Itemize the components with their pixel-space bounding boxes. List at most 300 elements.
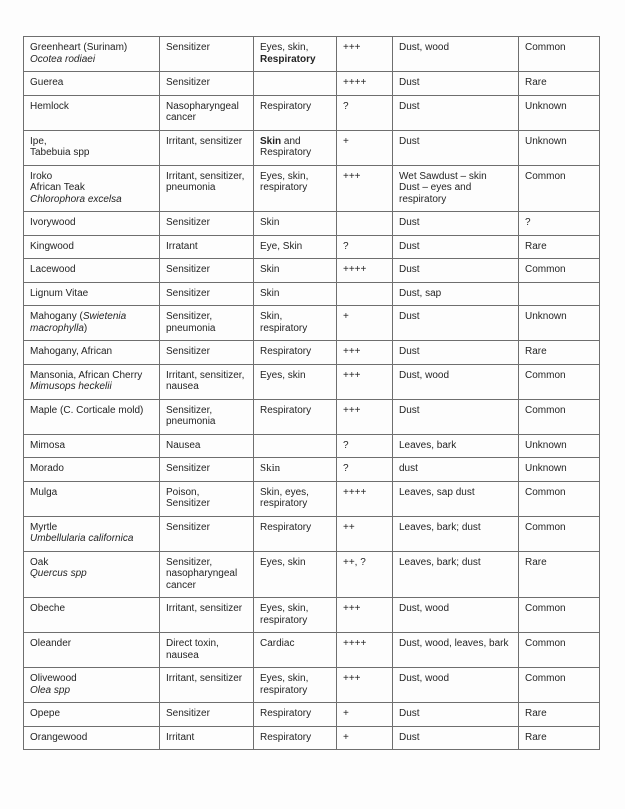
cell-potency: [337, 481, 393, 516]
cell-site: [254, 95, 337, 130]
cell-text: Sensitizer,: [166, 556, 213, 568]
table-row: [24, 399, 600, 434]
cell-text: Irritant, sensitizer,: [166, 170, 245, 182]
table-row: [24, 282, 600, 306]
table-row: [24, 633, 600, 668]
cell-source: [393, 165, 519, 212]
cell-text: Ipe,: [30, 135, 47, 147]
cell-potency: [337, 306, 393, 341]
cell-text: Mansonia, African Cherry: [30, 369, 143, 381]
cell-text: Sensitizer: [166, 264, 210, 275]
cell-text: respiratory: [399, 193, 447, 205]
cell-text: ?: [343, 439, 349, 451]
cell-text: Skin, eyes,: [260, 486, 309, 498]
cell-text: Common: [525, 521, 566, 533]
cell-text: Lacewood: [30, 264, 76, 275]
cell-source: [393, 458, 519, 482]
cell-text: Oleander: [30, 638, 72, 649]
cell-text: Dust, wood: [399, 673, 450, 684]
cell-text: Sensitizer: [166, 463, 210, 474]
cell-wood: [24, 282, 160, 306]
cell-text: Dust: [399, 100, 420, 112]
cell-text: Sensitizer: [166, 498, 210, 509]
cell-text: Respiratory: [260, 731, 312, 743]
cell-potency: [337, 72, 393, 96]
cell-site: [254, 458, 337, 482]
cell-text: Respiratory: [260, 521, 312, 533]
cell-source: [393, 703, 519, 727]
cell-text: +++: [343, 603, 361, 614]
cell-text: +++: [343, 404, 361, 416]
cell-site: [254, 364, 337, 399]
cell-reaction: [160, 306, 254, 341]
cell-text: Maple (C. Corticale mold): [30, 404, 144, 416]
cell-potency: [337, 668, 393, 703]
cell-text: ++, ?: [343, 556, 366, 568]
cell-wood: [24, 37, 160, 72]
cell-text: respiratory: [260, 614, 308, 626]
cell-potency: [337, 551, 393, 598]
cell-site: [254, 481, 337, 516]
cell-site: [254, 72, 337, 96]
cell-source: [393, 95, 519, 130]
cell-text: Chlorophora excelsa: [30, 193, 122, 205]
cell-wood: [24, 516, 160, 551]
cell-text: Skin: [260, 462, 281, 474]
cell-text: Dust, sap: [399, 287, 442, 299]
cell-site: [254, 306, 337, 341]
cell-text: Common: [525, 369, 566, 381]
cell-text: Common: [525, 603, 566, 614]
cell-wood: [24, 399, 160, 434]
cell-text: Unknown: [525, 100, 567, 112]
cell-text: and: [281, 135, 301, 147]
cell-site: [254, 551, 337, 598]
cell-text: Iroko: [30, 170, 53, 182]
cell-source: [393, 259, 519, 283]
cell-source: [393, 282, 519, 306]
cell-source: [393, 364, 519, 399]
cell-text: Sensitizer: [166, 346, 210, 357]
cell-text: +: [343, 311, 349, 322]
cell-text: Dust: [399, 404, 420, 416]
cell-text: pneumonia: [166, 416, 216, 427]
cell-text: Sensitizer: [166, 217, 210, 228]
cell-text: ++++: [343, 486, 367, 498]
cell-source: [393, 212, 519, 236]
cell-site: [254, 598, 337, 633]
table-row: [24, 516, 600, 551]
table-row: [24, 72, 600, 96]
cell-text: Irratant: [166, 240, 198, 252]
cell-source: [393, 399, 519, 434]
cell-text: Respiratory: [260, 708, 312, 719]
cell-text: +++: [343, 170, 361, 182]
cell-text: Olivewood: [30, 673, 77, 684]
cell-text: Respiratory: [260, 100, 312, 112]
cell-reaction: [160, 130, 254, 165]
cell-text: Dust: [399, 217, 420, 228]
cell-potency: [337, 212, 393, 236]
cell-text: Sensitizer: [166, 77, 210, 88]
cell-text: Leaves, sap dust: [399, 486, 475, 498]
cell-site: [254, 212, 337, 236]
cell-text: Irritant: [166, 731, 195, 743]
cell-site: [254, 668, 337, 703]
cell-text: Irritant, sensitizer: [166, 603, 243, 614]
cell-text: respiratory: [260, 684, 308, 696]
cell-text: Mahogany (: [30, 311, 83, 322]
cell-text: Irritant, sensitizer,: [166, 369, 245, 381]
cell-text: Common: [525, 486, 566, 498]
cell-source: [393, 598, 519, 633]
cell-potency: [337, 341, 393, 365]
cell-site: [254, 399, 337, 434]
cell-reaction: [160, 235, 254, 259]
cell-text: Ocotea rodiaei: [30, 53, 96, 65]
table-row: [24, 703, 600, 727]
cell-reaction: [160, 165, 254, 212]
cell-source: [393, 551, 519, 598]
cell-site: [254, 165, 337, 212]
table-row: [24, 598, 600, 633]
cell-text: +++: [343, 369, 361, 381]
cell-text: Rare: [525, 346, 547, 357]
cell-text: Umbellularia californica: [30, 533, 134, 544]
cell-potency: [337, 37, 393, 72]
cell-text: Dust: [399, 264, 420, 275]
cell-potency: [337, 259, 393, 283]
table-row: [24, 212, 600, 236]
cell-reaction: [160, 516, 254, 551]
cell-text: Dust – eyes and: [399, 182, 472, 193]
cell-text: Rare: [525, 77, 547, 88]
cell-text: Dust: [399, 240, 420, 252]
cell-text: Skin: [260, 287, 280, 299]
cell-text: Eyes, skin,: [260, 170, 309, 182]
cell-potency: [337, 703, 393, 727]
cell-text: Ivorywood: [30, 217, 76, 228]
cell-text: Skin,: [260, 311, 283, 322]
cell-source: [393, 434, 519, 458]
cell-text: Opepe: [30, 708, 61, 719]
cell-site: [254, 633, 337, 668]
cell-text: Sensitizer,: [166, 404, 213, 416]
cell-text: Kingwood: [30, 240, 74, 252]
cell-text: Common: [525, 264, 566, 275]
cell-text: Tabebuia spp: [30, 147, 90, 158]
table-row: [24, 341, 600, 365]
cell-text: ?: [525, 217, 531, 228]
cell-source: [393, 726, 519, 750]
cell-incidence: [519, 95, 600, 130]
cell-text: Eyes, skin,: [260, 42, 309, 53]
cell-text: Rare: [525, 240, 547, 252]
cell-incidence: [519, 633, 600, 668]
cell-text: ++++: [343, 77, 367, 88]
cell-reaction: [160, 598, 254, 633]
cell-wood: [24, 364, 160, 399]
cell-text: Sensitizer: [166, 521, 210, 533]
cell-text: Common: [525, 673, 566, 684]
cell-wood: [24, 95, 160, 130]
cell-text: Leaves, bark; dust: [399, 521, 481, 533]
cell-site: [254, 130, 337, 165]
cell-text: Rare: [525, 708, 547, 719]
cell-source: [393, 341, 519, 365]
table-row: [24, 95, 600, 130]
cell-incidence: [519, 598, 600, 633]
cell-text: +++: [343, 673, 361, 684]
cell-site: [254, 703, 337, 727]
cell-wood: [24, 259, 160, 283]
cell-text: Skin: [260, 135, 282, 147]
cell-reaction: [160, 551, 254, 598]
cell-wood: [24, 458, 160, 482]
cell-potency: [337, 282, 393, 306]
cell-text: ): [83, 322, 88, 334]
cell-source: [393, 668, 519, 703]
cell-text: Nausea: [166, 439, 201, 451]
cell-potency: [337, 516, 393, 551]
cell-source: [393, 481, 519, 516]
cell-text: +: [343, 708, 349, 719]
cell-wood: [24, 212, 160, 236]
cell-potency: [337, 235, 393, 259]
cell-reaction: [160, 633, 254, 668]
cell-potency: [337, 95, 393, 130]
cell-text: Respiratory: [260, 346, 312, 357]
cell-reaction: [160, 212, 254, 236]
cell-potency: [337, 726, 393, 750]
table-row: [24, 458, 600, 482]
cell-text: Eye, Skin: [260, 240, 303, 252]
cell-text: respiratory: [260, 182, 308, 193]
table-row: [24, 259, 600, 283]
cell-text: Unknown: [525, 135, 567, 147]
cell-source: [393, 130, 519, 165]
cell-wood: [24, 481, 160, 516]
cell-reaction: [160, 364, 254, 399]
cell-text: pneumonia: [166, 182, 216, 193]
cell-text: Mimusops heckelii: [30, 381, 112, 392]
cell-source: [393, 306, 519, 341]
cell-text: ?: [343, 463, 349, 474]
cell-incidence: [519, 551, 600, 598]
cell-text: Respiratory: [260, 404, 312, 416]
cell-text: Common: [525, 170, 566, 182]
cell-incidence: [519, 282, 600, 306]
table-row: [24, 130, 600, 165]
cell-text: Unknown: [525, 311, 567, 322]
cell-wood: [24, 598, 160, 633]
cell-incidence: [519, 165, 600, 212]
cell-text: cancer: [166, 579, 197, 591]
cell-text: Unknown: [525, 439, 567, 451]
cell-text: Dust, wood: [399, 369, 450, 381]
cell-text: Direct toxin,: [166, 638, 219, 649]
cell-text: Common: [525, 638, 566, 649]
cell-text: Skin: [260, 217, 280, 228]
table-row: [24, 37, 600, 72]
cell-text: Common: [525, 42, 566, 53]
cell-potency: [337, 458, 393, 482]
cell-text: Dust: [399, 77, 420, 88]
cell-text: ?: [343, 240, 349, 252]
cell-site: [254, 516, 337, 551]
table-row: [24, 668, 600, 703]
cell-wood: [24, 165, 160, 212]
cell-text: Irritant, sensitizer: [166, 673, 243, 684]
cell-text: dust: [399, 463, 418, 474]
cell-text: Guerea: [30, 77, 64, 88]
table-row: [24, 726, 600, 750]
cell-reaction: [160, 72, 254, 96]
cell-text: Nasopharyngeal: [166, 100, 239, 112]
cell-text: Dust: [399, 135, 420, 147]
cell-text: Rare: [525, 731, 547, 743]
cell-text: nasopharyngeal: [166, 568, 238, 579]
cell-reaction: [160, 37, 254, 72]
cell-wood: [24, 130, 160, 165]
cell-text: Respiratory: [260, 147, 312, 158]
cell-text: Obeche: [30, 603, 66, 614]
cell-text: Dust: [399, 731, 420, 743]
cell-text: Greenheart (Surinam): [30, 42, 128, 53]
cell-incidence: [519, 37, 600, 72]
cell-text: Rare: [525, 556, 547, 568]
cell-text: Common: [525, 404, 566, 416]
cell-reaction: [160, 282, 254, 306]
cell-incidence: [519, 235, 600, 259]
cell-text: ++: [343, 521, 355, 533]
cell-potency: [337, 364, 393, 399]
table-row: [24, 165, 600, 212]
cell-wood: [24, 633, 160, 668]
cell-wood: [24, 703, 160, 727]
cell-text: Olea spp: [30, 684, 71, 696]
cell-potency: [337, 165, 393, 212]
cell-source: [393, 516, 519, 551]
cell-potency: [337, 130, 393, 165]
cell-reaction: [160, 95, 254, 130]
cell-text: Sensitizer: [166, 708, 210, 719]
cell-incidence: [519, 516, 600, 551]
cell-text: Leaves, bark: [399, 439, 457, 451]
cell-incidence: [519, 306, 600, 341]
cell-text: +++: [343, 346, 361, 357]
cell-incidence: [519, 364, 600, 399]
table-row: [24, 434, 600, 458]
cell-reaction: [160, 703, 254, 727]
cell-incidence: [519, 212, 600, 236]
table-row: [24, 481, 600, 516]
cell-text: Irritant, sensitizer: [166, 135, 243, 147]
cell-potency: [337, 399, 393, 434]
cell-incidence: [519, 341, 600, 365]
cell-text: African Teak: [30, 182, 85, 193]
cell-text: Oak: [30, 556, 49, 568]
cell-text: Dust, wood, leaves, bark: [399, 638, 509, 649]
cell-text: +++: [343, 42, 361, 53]
cell-text: Poison,: [166, 486, 200, 498]
cell-reaction: [160, 434, 254, 458]
cell-text: ++++: [343, 264, 367, 275]
cell-incidence: [519, 72, 600, 96]
cell-text: Hemlock: [30, 100, 69, 112]
cell-incidence: [519, 434, 600, 458]
cell-text: Mimosa: [30, 439, 66, 451]
cell-text: Orangewood: [30, 731, 88, 743]
cell-text: respiratory: [260, 322, 308, 334]
cell-site: [254, 37, 337, 72]
table-row: [24, 306, 600, 341]
cell-site: [254, 235, 337, 259]
cell-wood: [24, 668, 160, 703]
cell-text: nausea: [166, 649, 199, 661]
cell-text: Eyes, skin,: [260, 603, 309, 614]
cell-text: Sensitizer,: [166, 311, 213, 322]
cell-text: +: [343, 731, 349, 743]
cell-text: macrophylla: [30, 322, 84, 334]
cell-incidence: [519, 130, 600, 165]
cell-text: Morado: [30, 463, 64, 474]
cell-text: Cardiac: [260, 638, 295, 649]
cell-incidence: [519, 481, 600, 516]
cell-site: [254, 726, 337, 750]
cell-text: Eyes, skin,: [260, 673, 309, 684]
cell-incidence: [519, 703, 600, 727]
cell-source: [393, 633, 519, 668]
wood-toxicity-table-body: [24, 37, 600, 750]
cell-text: Dust: [399, 708, 420, 719]
cell-reaction: [160, 668, 254, 703]
cell-text: pneumonia: [166, 322, 216, 334]
table-row: [24, 364, 600, 399]
cell-text: Mulga: [30, 486, 58, 498]
cell-potency: [337, 434, 393, 458]
cell-text: respiratory: [260, 498, 308, 509]
cell-text: Respiratory: [260, 53, 316, 65]
cell-site: [254, 341, 337, 365]
cell-source: [393, 37, 519, 72]
cell-incidence: [519, 458, 600, 482]
cell-wood: [24, 72, 160, 96]
cell-text: Sensitizer: [166, 287, 210, 299]
cell-text: Lignum Vitae: [30, 287, 89, 299]
cell-wood: [24, 726, 160, 750]
cell-reaction: [160, 399, 254, 434]
wood-toxicity-table: [23, 36, 600, 750]
cell-text: ?: [343, 100, 349, 112]
table-row: [24, 551, 600, 598]
cell-text: Quercus spp: [30, 568, 87, 579]
cell-wood: [24, 341, 160, 365]
cell-text: Eyes, skin: [260, 556, 306, 568]
cell-site: [254, 434, 337, 458]
cell-wood: [24, 551, 160, 598]
cell-text: Eyes, skin: [260, 369, 306, 381]
cell-text: Leaves, bark; dust: [399, 556, 481, 568]
cell-text: Myrtle: [30, 521, 58, 533]
cell-source: [393, 72, 519, 96]
cell-text: cancer: [166, 112, 197, 123]
cell-text: Wet Sawdust – skin: [399, 170, 487, 182]
cell-potency: [337, 598, 393, 633]
cell-reaction: [160, 458, 254, 482]
cell-text: Unknown: [525, 463, 567, 474]
cell-text: Dust, wood: [399, 42, 450, 53]
